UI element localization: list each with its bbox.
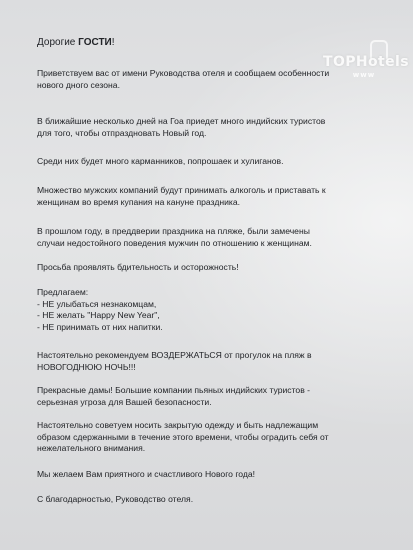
paragraph-line: Среди них будет много карманников, попрошаек и хулиганов. bbox=[37, 156, 284, 166]
paragraph-line: Просьба проявлять бдительность и осторожность! bbox=[37, 262, 239, 272]
paragraph-line: Предлагаем: bbox=[37, 287, 89, 297]
paragraph-vigilance bbox=[37, 262, 397, 274]
paragraph-line: образом сдержанными в течение этого времени, чтобы оградить себя от bbox=[37, 431, 329, 442]
paragraph-line: В ближайшие несколько дней на Гоа приедет много индийских туристов bbox=[37, 116, 326, 126]
paragraph-line: - НЕ улыбаться незнакомцам, bbox=[37, 298, 157, 309]
paragraph-line: нежелательного внимания. bbox=[37, 443, 146, 453]
paragraph-new-year-night bbox=[37, 350, 397, 373]
paragraph-line: Настоятельно советуем носить закрытую одежду и быть надлежащим bbox=[37, 420, 319, 430]
paragraph-clothing bbox=[37, 420, 397, 455]
greeting-strong: ГОСТИ bbox=[78, 37, 112, 48]
paragraph-line: Мы желаем Вам приятного и счастливого Нового года! bbox=[37, 469, 256, 479]
watermark-logo bbox=[323, 40, 409, 82]
greeting-suffix: ! bbox=[111, 37, 115, 48]
watermark-sub: www bbox=[352, 71, 376, 79]
paragraph-line: С благодарностью, Руководство отеля. bbox=[37, 494, 194, 504]
paragraph-line: - НЕ желать "Happy New Year", bbox=[37, 310, 160, 320]
paragraph-line: случаи недостойного поведения мужчин по отношению к женщинам. bbox=[37, 237, 312, 248]
greeting-prefix: Дорогие bbox=[37, 37, 79, 48]
paragraph-signature bbox=[37, 494, 397, 506]
paragraph-line: НОВОГОДНЮЮ НОЧЬ!!! bbox=[37, 361, 136, 372]
paragraph-last-year bbox=[37, 226, 397, 249]
paragraph-line: В прошлом году, в преддверии праздника на пляже, были замечены bbox=[37, 226, 310, 236]
paragraph-alcohol bbox=[37, 185, 397, 208]
paragraph-ladies bbox=[37, 385, 397, 408]
paragraph-line: женщинам во время купания на кануне праздника. bbox=[37, 196, 240, 207]
paragraph-tourists bbox=[37, 116, 397, 139]
paragraph-line: Настоятельно рекомендуем ВОЗДЕРЖАТЬСЯ от прогулок на пляж в bbox=[37, 350, 312, 360]
paragraph-line: для того, чтобы отпраздновать Новый год. bbox=[37, 127, 207, 138]
paragraph-line: серьезная угроза для Вашей безопасности. bbox=[37, 396, 212, 407]
paragraph-line: Прекрасные дамы! Большие компании пьяных индийских туристов - bbox=[37, 385, 311, 395]
paragraph-line: Множество мужских компаний будут принимать алкоголь и приставать к bbox=[37, 185, 326, 195]
paragraph-pickpockets bbox=[37, 156, 397, 168]
paragraph-wishes bbox=[37, 469, 397, 481]
paragraph-suggestions bbox=[37, 287, 397, 333]
watermark-brand: TOPHotels bbox=[323, 54, 409, 70]
paragraph-line: нового дного сезона. bbox=[37, 79, 120, 90]
paragraph-line: Приветствуем вас от имени Руководства отеля и сообщаем особенности bbox=[37, 68, 330, 78]
paragraph-line: - НЕ принимать от них напитки. bbox=[37, 321, 163, 332]
